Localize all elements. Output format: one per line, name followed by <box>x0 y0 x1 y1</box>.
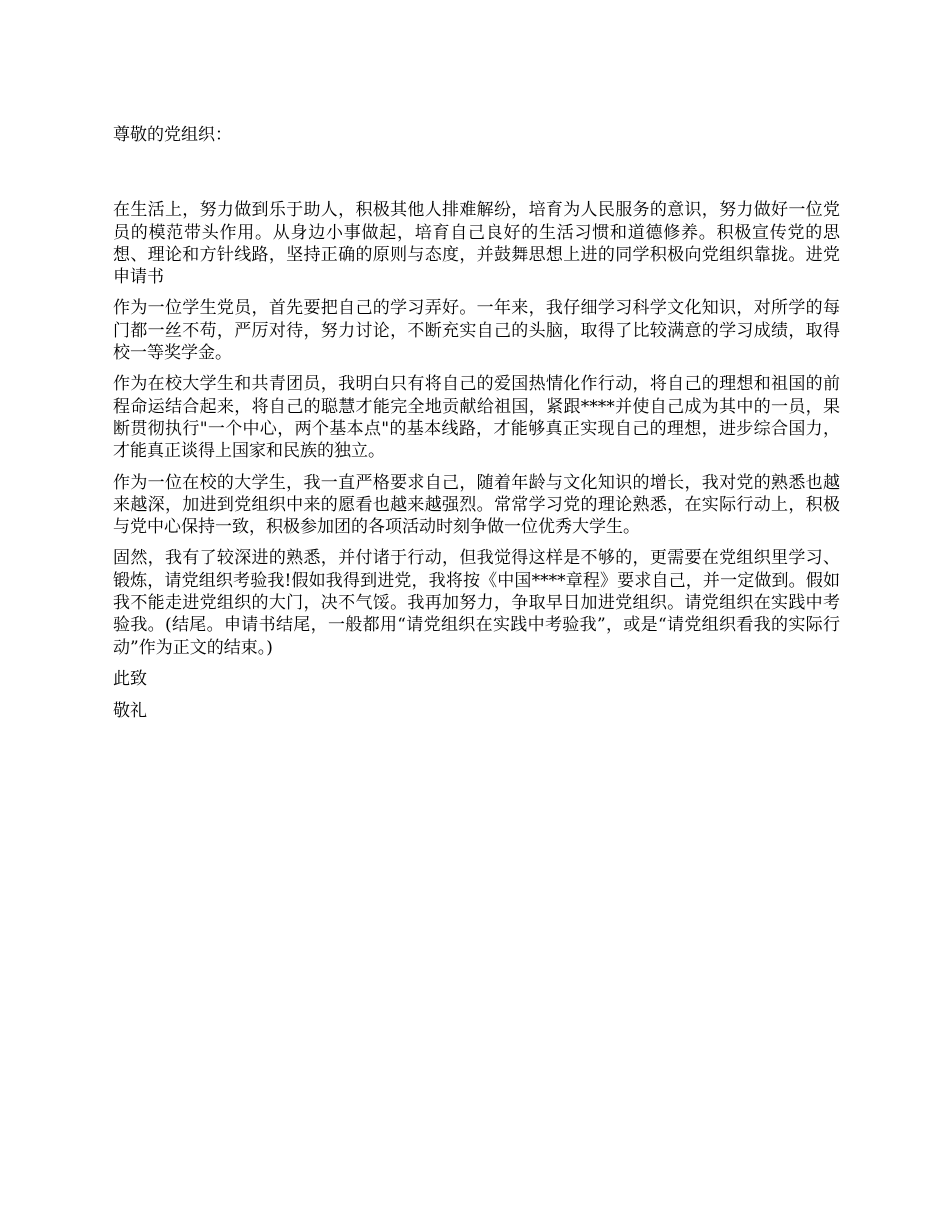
paragraph: 作为一位学生党员，首先要把自己的学习弄好。一年来，我仔细学习科学文化知识，对所学的每门都一丝不苟，严厉对待，努力讨论，不断充实自己的头脑，取得了比较满意的学习成绩，取得校一等奖学金。 <box>113 298 840 364</box>
closing-salute: 敬礼 <box>113 701 147 722</box>
paragraph: 作为在校大学生和共青团员，我明白只有将自己的爱国热情化作行动，将自己的理想和祖国的前程命运结合起来，将自己的聪慧才能完全地贡献给祖国，紧跟****并使自己成为其中的一员，果断贯彻执行"一个中心，两个基本点"的基本线路，才能够真正实现自己的理想，进步综合国力，才能真正谈得上国家和民族的独立。 <box>113 374 840 462</box>
paragraph: 作为一位在校的大学生，我一直严格要求自己，随着年龄与文化知识的增长，我对党的熟悉也越来越深，加进到党组织中来的愿看也越来越强烈。常常学习党的理论熟悉，在实际行动上，积极与党中心保持一致，积极参加团的各项活动时刻争做一位优秀大学生。 <box>113 472 840 538</box>
paragraph: 在生活上，努力做到乐于助人，积极其他人排难解纷，培育为人民服务的意识，努力做好一位党员的模范带头作用。从身边小事做起，培育自己良好的生活习惯和道德修养。积极宣传党的思想、理论和方针线路，坚持正确的原则与态度，并鼓舞思想上进的同学积极向党组织靠拢。进党申请书 <box>113 200 840 288</box>
letter-body <box>113 124 840 733</box>
salutation: 尊敬的党组织： <box>113 125 232 145</box>
paragraph: 固然，我有了较深进的熟悉，并付诸于行动，但我觉得这样是不够的，更需要在党组织里学习、锻炼，请党组织考验我!假如我得到进党，我将按《中国****章程》要求自己，并一定做到。假如我不能走进党组织的大门，决不气馁。我再加努力，争取早日加进党组织。请党组织在实践中考验我。(结尾。申请书结尾，一般都用“请党组织在实践中考验我”，或是“请党组织看我的实际行动”作为正文的结束。) <box>113 548 840 658</box>
closing-greeting: 此致 <box>113 668 147 689</box>
